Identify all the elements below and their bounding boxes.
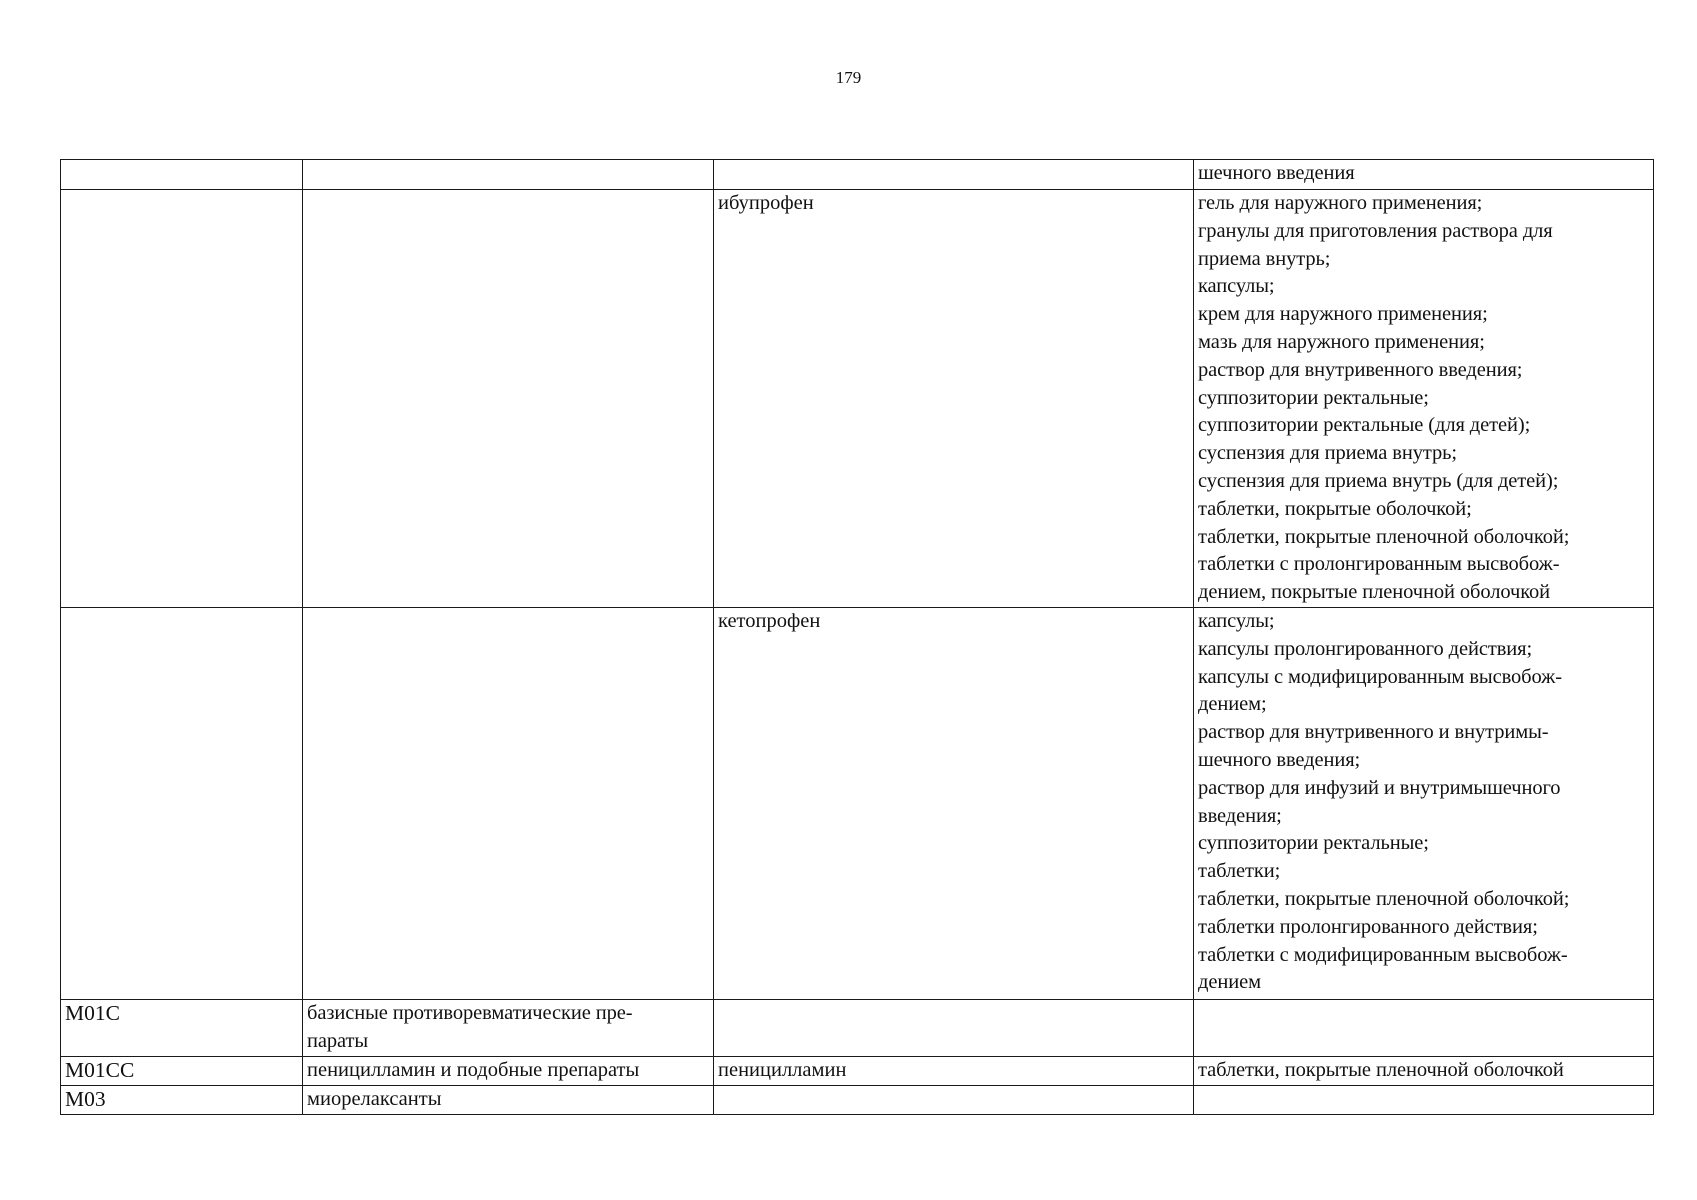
dosage-form-line: капсулы; (1198, 610, 1275, 632)
dosage-form-line: таблетки с модифицированным высвобож- (1198, 943, 1568, 966)
dosage-form-line: таблетки, покрытые оболочкой; (1198, 497, 1472, 520)
table-row (61, 1086, 1654, 1115)
dosage-form-line: капсулы пролонгированного действия; (1198, 637, 1533, 660)
dosage-form-line: таблетки пролонгированного действия; (1198, 915, 1538, 938)
table-row (61, 160, 1654, 190)
dosage-forms-cell (1194, 1086, 1654, 1115)
dosage-form-line: введения; (1198, 804, 1282, 827)
dosage-form-line: таблетки, покрытые пленочной оболочкой; (1198, 887, 1570, 910)
dosage-form-line: суппозитории ректальные (для детей); (1198, 414, 1531, 437)
group-name-cell (303, 608, 714, 1000)
dosage-form-line: шечного введения (1198, 162, 1355, 184)
group-name-cell (303, 160, 714, 190)
dosage-form-line: суппозитории ректальные; (1198, 832, 1429, 855)
drug-name-cell (714, 1086, 1194, 1115)
dosage-form-line: гранулы для приготовления раствора для (1198, 219, 1553, 242)
drug-name-cell: пеницилламин (714, 1057, 1194, 1086)
dosage-form-line: таблетки с пролонгированным высвобож- (1198, 553, 1560, 576)
drug-name-cell (714, 160, 1194, 190)
atc-code-cell: M01C (61, 1000, 303, 1057)
dosage-forms-cell (1194, 190, 1654, 608)
dosage-form-line: шечного введения; (1198, 748, 1361, 771)
drug-name-cell (714, 1000, 1194, 1057)
dosage-forms-cell (1194, 608, 1654, 1000)
dosage-form-line: таблетки, покрытые пленочной оболочкой (1198, 1059, 1564, 1081)
dosage-forms-cell (1194, 1057, 1654, 1086)
group-name-cell: пеницилламин и подобные препараты (303, 1057, 714, 1086)
atc-code-cell: M03 (61, 1086, 303, 1115)
table-row (61, 608, 1654, 1000)
dosage-form-line: раствор для внутривенного и внутримы- (1198, 721, 1549, 744)
drug-name-cell: ибупрофен (714, 190, 1194, 608)
page-number: 179 (835, 68, 862, 87)
table-row (61, 190, 1654, 608)
atc-code-cell (61, 190, 303, 608)
dosage-form-line: дением, покрытые пленочной оболочкой (1198, 581, 1551, 604)
table-row (61, 1057, 1654, 1086)
dosage-form-line: дением; (1198, 693, 1267, 716)
dosage-form-line: таблетки, покрытые пленочной оболочкой; (1198, 525, 1570, 548)
group-name-cell (303, 1000, 714, 1057)
dosage-form-line: приема внутрь; (1198, 247, 1331, 270)
dosage-forms-cell (1194, 160, 1654, 190)
dosage-form-line: капсулы; (1198, 275, 1275, 298)
dosage-form-line: суппозитории ректальные; (1198, 386, 1429, 409)
group-name-cell (303, 190, 714, 608)
dosage-form-line: гель для наружного применения; (1198, 192, 1483, 214)
dosage-form-line: мазь для наружного применения; (1198, 330, 1485, 353)
dosage-form-line: капсулы с модифицированным высвобож- (1198, 665, 1562, 688)
dosage-form-line: таблетки; (1198, 860, 1281, 883)
dosage-form-line: крем для наружного применения; (1198, 303, 1488, 326)
dosage-form-line: раствор для инфузий и внутримышечного (1198, 776, 1561, 799)
dosage-forms-cell (1194, 1000, 1654, 1057)
dosage-form-line: суспензия для приема внутрь; (1198, 442, 1458, 465)
dosage-form-line: раствор для внутривенного введения; (1198, 358, 1523, 381)
drug-name-cell: кетопрофен (714, 608, 1194, 1000)
atc-code-cell (61, 608, 303, 1000)
cell-text-line: параты (307, 1029, 369, 1052)
group-name-cell: миорелаксанты (303, 1086, 714, 1115)
cell-text-line: базисные противоревматические пре- (307, 1002, 633, 1024)
atc-code-cell (61, 160, 303, 190)
medications-table (60, 159, 1654, 1115)
dosage-form-line: дением (1198, 971, 1261, 994)
table-row (61, 1000, 1654, 1057)
atc-code-cell: M01CC (61, 1057, 303, 1086)
dosage-form-line: суспензия для приема внутрь (для детей); (1198, 469, 1559, 492)
